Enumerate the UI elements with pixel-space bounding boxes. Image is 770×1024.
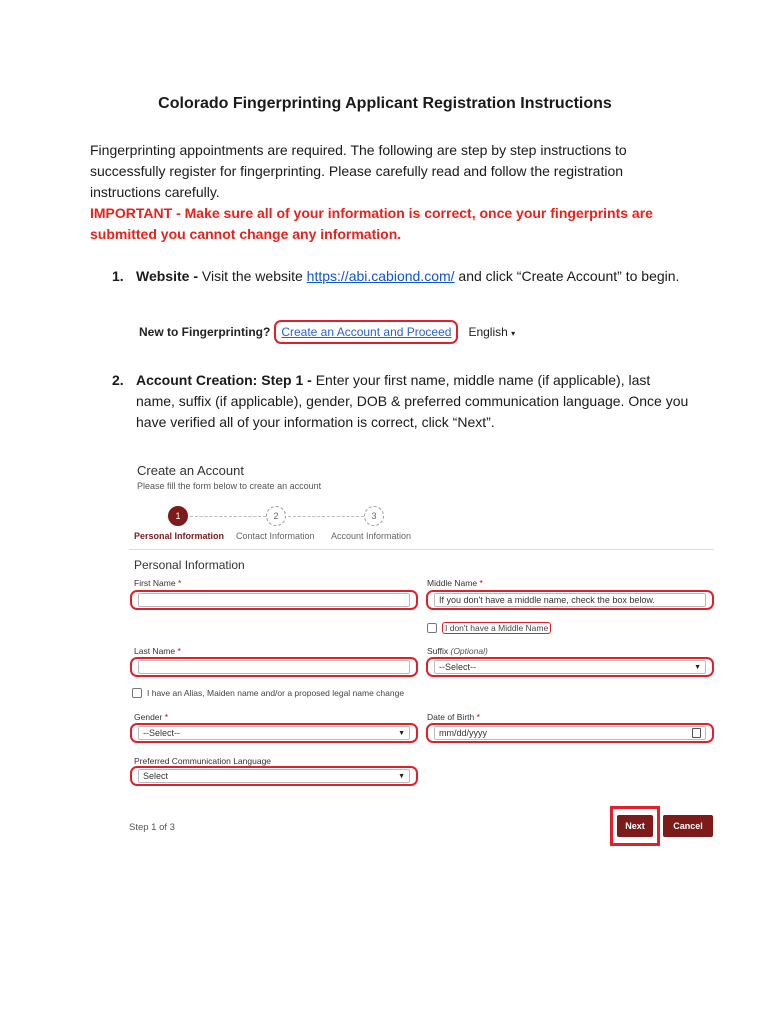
required-mark: * (476, 712, 480, 722)
intro-text: Fingerprinting appointments are required. The following are step by step instructions to successfully register for fingerprinting. Please carefully read and follow the registration instructions carefully. (90, 142, 627, 200)
create-account-form (124, 455, 719, 855)
next-button-highlight (610, 806, 660, 846)
no-middle-name-row[interactable] (427, 622, 551, 634)
suffix-select-box[interactable] (434, 660, 706, 674)
first-name-label (134, 578, 181, 588)
required-mark: * (177, 578, 182, 588)
step-label-account: Account Information (331, 531, 412, 541)
caret-down-icon: ▾ (511, 329, 516, 338)
required-mark: * (479, 578, 483, 588)
middle-name-label (427, 578, 483, 588)
language-select-box[interactable] (138, 769, 410, 783)
cancel-button[interactable]: Cancel (663, 815, 713, 837)
first-name-input[interactable] (138, 593, 410, 607)
suffix-value: --Select-- (439, 662, 477, 672)
step-1-text-after: and click “Create Account” to begin. (454, 268, 680, 284)
gender-value: --Select-- (143, 728, 181, 738)
create-account-highlight (274, 320, 458, 344)
last-name-label-text: Last Name (134, 646, 176, 656)
section-title: Personal Information (134, 558, 245, 572)
gender-label (134, 712, 168, 722)
last-name-input[interactable] (138, 660, 410, 674)
language-label: Preferred Communication Language (134, 756, 272, 766)
next-button[interactable]: Next (617, 815, 653, 837)
first-name-label-text: First Name (134, 578, 176, 588)
step-dot-3: 3 (364, 506, 384, 526)
language-dropdown[interactable] (468, 325, 515, 339)
step-label-personal: Personal Information (134, 531, 225, 541)
alias-row[interactable] (132, 688, 404, 698)
step-1-text-before: Visit the website (201, 268, 307, 284)
language-value: Select (143, 771, 169, 781)
caret-down-icon: ▼ (694, 663, 701, 671)
first-name-field[interactable] (130, 590, 418, 610)
dob-input[interactable] (434, 726, 706, 740)
create-account-link[interactable]: Create an Account and Proceed (281, 325, 452, 339)
important-notice: IMPORTANT - Make sure all of your information is correct, once your fingerprints are submitted you cannot change any information. (90, 205, 653, 242)
middle-name-label-text: Middle Name (427, 578, 478, 588)
dob-label-text: Date of Birth (427, 712, 475, 722)
gender-select-box[interactable] (138, 726, 410, 740)
caret-down-icon: ▼ (398, 729, 405, 737)
required-mark: * (177, 646, 181, 656)
divider (129, 549, 714, 550)
required-mark: * (164, 712, 169, 722)
step-2-number: 2. (112, 372, 124, 388)
optional-mark: (Optional) (450, 646, 488, 656)
no-middle-name-label: I don't have a Middle Name (445, 623, 549, 633)
step-connector (190, 516, 266, 517)
step-2-heading: Account Creation: Step 1 - (136, 372, 316, 388)
website-link[interactable]: https://abi.cabiond.com/ (306, 268, 455, 284)
step-dot-1: 1 (168, 506, 188, 526)
middle-name-field[interactable] (426, 590, 714, 610)
alias-checkbox[interactable] (132, 688, 142, 698)
no-middle-name-highlight (442, 622, 551, 634)
last-name-field[interactable] (130, 657, 418, 677)
step-connector (288, 516, 364, 517)
new-to-fingerprinting-text: New to Fingerprinting? (139, 325, 271, 339)
website-snippet (139, 318, 515, 346)
intro (90, 140, 690, 245)
dob-field[interactable] (426, 723, 714, 743)
page-step-indicator: Step 1 of 3 (129, 822, 175, 833)
alias-label: I have an Alias, Maiden name and/or a proposed legal name change (147, 688, 405, 698)
step-dot-2: 2 (266, 506, 286, 526)
gender-select[interactable] (130, 723, 418, 743)
suffix-label (427, 646, 488, 656)
form-title: Create an Account (137, 463, 244, 478)
gender-label-text: Gender (134, 712, 163, 722)
calendar-icon[interactable] (692, 728, 701, 738)
dob-placeholder: mm/dd/yyyy (439, 728, 488, 738)
form-subtitle: Please fill the form below to create an account (137, 481, 322, 491)
no-middle-name-checkbox[interactable] (427, 623, 437, 633)
caret-down-icon: ▼ (398, 772, 405, 780)
suffix-select[interactable] (426, 657, 714, 677)
dob-label (427, 712, 480, 722)
suffix-label-text: Suffix (427, 646, 449, 656)
step-2 (112, 370, 692, 433)
step-1-number: 1. (112, 268, 124, 284)
step-2-text: Enter your first name, middle name (if applicable), last name, suffix (if applicable), gender, DOB & preferred communication language. Once you have verified all of your information is correct, click “Next”. (136, 372, 689, 430)
last-name-label (134, 646, 181, 656)
step-label-contact: Contact Information (236, 531, 315, 541)
progress-steps (124, 503, 424, 547)
middle-name-placeholder: If you don't have a middle name, check the box below. (439, 595, 655, 605)
step-1 (112, 266, 692, 287)
middle-name-input[interactable] (434, 593, 706, 607)
language-label: English (468, 325, 508, 339)
language-select[interactable] (130, 766, 418, 786)
step-1-heading: Website - (136, 268, 202, 284)
page-title: Colorado Fingerprinting Applicant Registration Instructions (158, 95, 612, 112)
